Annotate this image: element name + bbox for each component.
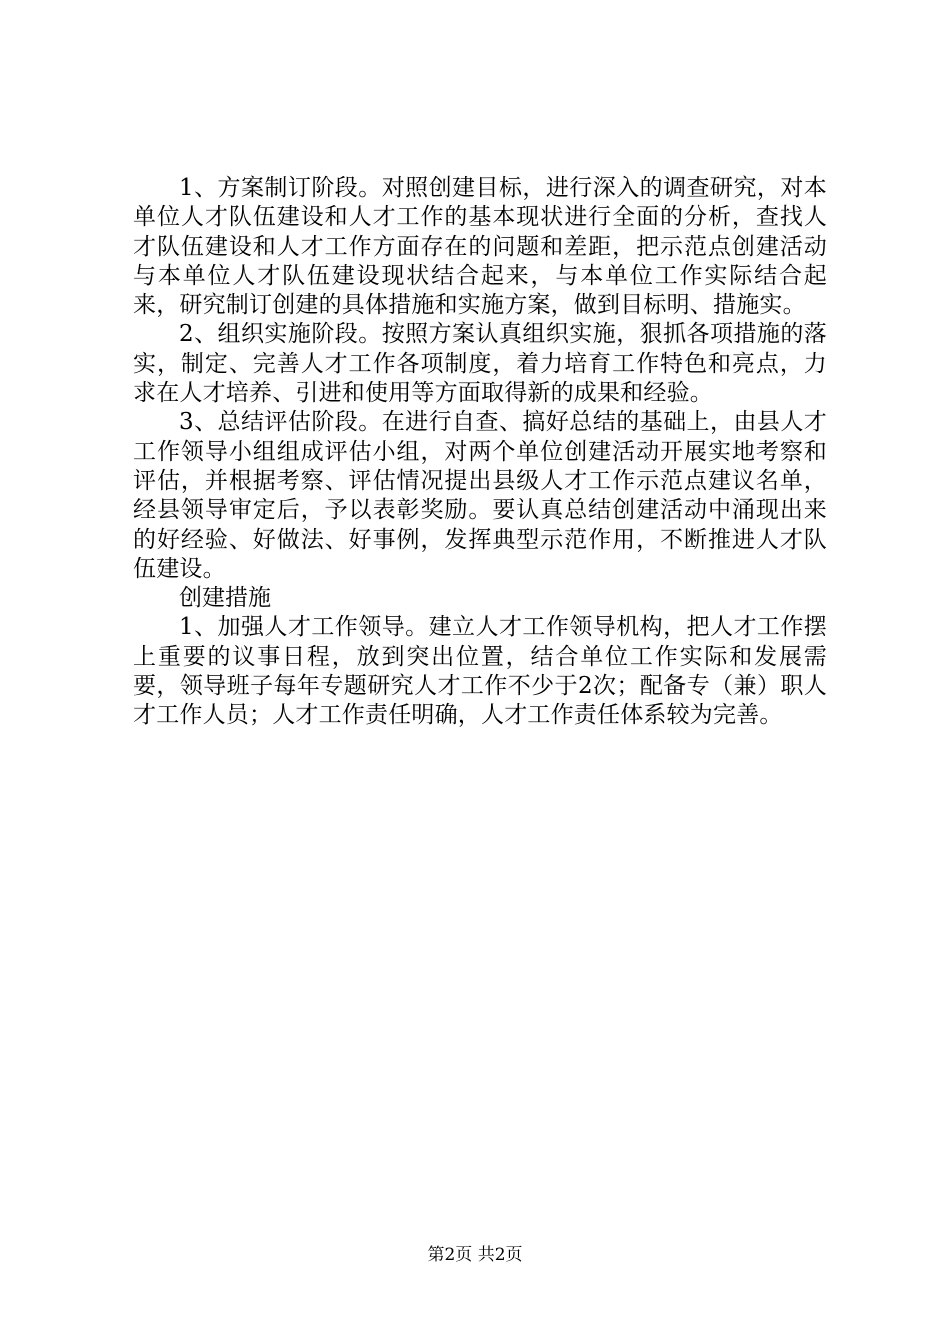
- document-body: [133, 174, 827, 731]
- paragraph-plan-stage: 1、方案制订阶段。对照创建目标，进行深入的调查研究，对本单位人才队伍建设和人才工作的基本现状进行全面的分析，查找人才队伍建设和人才工作方面存在的问题和差距，把示范点创建活动与本单位人才队伍建设现状结合起来，与本单位工作实际结合起来，研究制订创建的具体措施和实施方案，做到目标明、措施实。: [133, 175, 827, 319]
- section-heading: 创建措施: [179, 585, 271, 612]
- paragraph-evaluation-stage: 3、总结评估阶段。在进行自查、搞好总结的基础上，由县人才工作领导小组组成评估小组，对两个单位创建活动开展实地考察和评估，并根据考察、评估情况提出县级人才工作示范点建议名单，经县领导审定后，予以表彰奖励。要认真总结创建活动中涌现出来的好经验、好做法、好事例，发挥典型示范作用，不断推进人才队伍建设。: [133, 409, 827, 582]
- page-footer: 第2页 共2页: [427, 1245, 523, 1265]
- paragraph-leadership-measure: 1、加强人才工作领导。建立人才工作领导机构，把人才工作摆上重要的议事日程，放到突出位置，结合单位工作实际和发展需要，领导班子每年专题研究人才工作不少于2次；配备专（兼）职人才工作人员；人才工作责任明确，人才工作责任体系较为完善。: [133, 614, 827, 729]
- paragraph-implementation-stage: 2、组织实施阶段。按照方案认真组织实施，狠抓各项措施的落实，制定、完善人才工作各项制度，着力培育工作特色和亮点，力求在人才培养、引进和使用等方面取得新的成果和经验。: [133, 321, 827, 407]
